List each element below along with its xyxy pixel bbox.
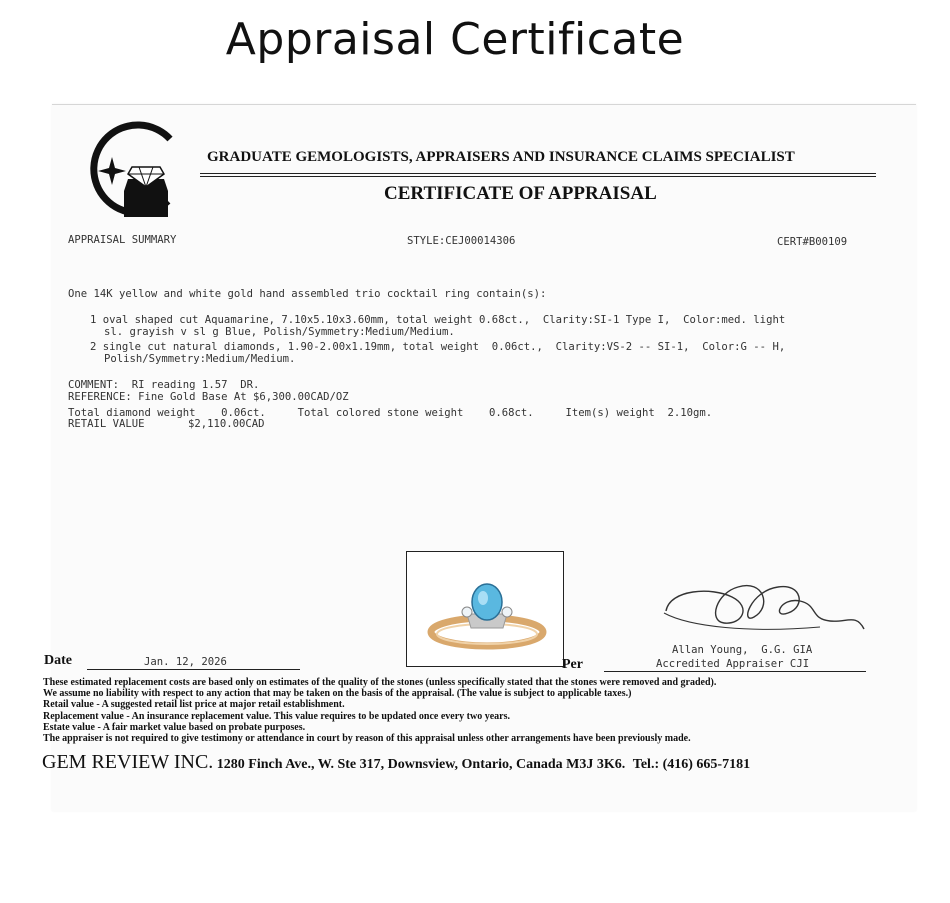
- certificate-document: [42, 104, 916, 811]
- disclaimer-line: Retail value - A suggested retail list price at major retail establishment.: [43, 699, 345, 711]
- date-underline: [87, 669, 300, 670]
- cert-number: CERT#B00109: [777, 236, 848, 248]
- appraisal-summary-label: APPRAISAL SUMMARY: [68, 234, 177, 246]
- disclaimer-line: The appraiser is not required to give testimony or attendance in court by reason of this appraisal unless other arrangements have been previously made.: [43, 733, 691, 745]
- signature-underline: [604, 671, 866, 672]
- ring-photo: [406, 551, 564, 667]
- footer-company-name: GEM REVIEW INC.: [42, 751, 214, 773]
- footer-phone: Tel.: (416) 665-7181: [632, 757, 751, 772]
- disclaimer-line: Replacement value - An insurance replacement value. This value requires to be updated once every two years.: [43, 710, 511, 722]
- divider: [200, 176, 876, 177]
- retail-value: $2,110.00CAD: [188, 418, 265, 430]
- company-tagline: GRADUATE GEMOLOGISTS, APPRAISERS AND INSURANCE CLAIMS SPECIALIST: [207, 149, 795, 165]
- stone-item-line: 1 oval shaped cut Aquamarine, 7.10x5.10x3.60mm, total weight 0.68ct., Clarity:SI-1 Type I, Color:med. light: [90, 314, 786, 326]
- disclaimer-line: We assume no liability with respect to any action that may be taken on the basis of the appraisal. (The value is subject to applicable taxes.): [43, 688, 632, 700]
- retail-value-label: RETAIL VALUE: [68, 418, 145, 430]
- date-label: Date: [44, 653, 72, 668]
- disclaimers: [43, 677, 716, 744]
- reference-line: REFERENCE: Fine Gold Base At $6,300.00CAD/OZ: [68, 391, 349, 403]
- date-value: Jan. 12, 2026: [144, 656, 227, 668]
- style-number: STYLE:CEJ00014306: [407, 235, 516, 247]
- ring-description: One 14K yellow and white gold hand assembled trio cocktail ring contain(s):: [68, 288, 547, 300]
- divider: [200, 173, 876, 174]
- page-title: Appraisal Certificate: [225, 14, 685, 65]
- stone-item-line: sl. grayish v sl g Blue, Polish/Symmetry:Medium/Medium.: [104, 326, 455, 338]
- footer-address: [42, 751, 750, 774]
- disclaimer-line: Estate value - A fair market value based on probate purposes.: [43, 721, 306, 733]
- disclaimer-line: These estimated replacement costs are based only on estimates of the quality of the stones (unless specifically stated that the stones were removed and graded).: [43, 677, 717, 688]
- company-logo-icon: [76, 121, 176, 225]
- appraiser-name: Allan Young, G.G. GIA: [672, 644, 813, 656]
- stone-item-line: Polish/Symmetry:Medium/Medium.: [104, 353, 296, 365]
- comment-line: COMMENT: RI reading 1.57 DR.: [68, 379, 260, 391]
- signature-icon: [660, 567, 870, 647]
- weights-line: Total diamond weight 0.06ct. Total colored stone weight 0.68ct. Item(s) weight 2.10gm.: [68, 407, 713, 419]
- certificate-title: CERTIFICATE OF APPRAISAL: [384, 183, 657, 204]
- appraiser-title: Accredited Appraiser CJI: [656, 658, 810, 670]
- footer-street: 1280 Finch Ave., W. Ste 317, Downsview, Ontario, Canada M3J 3K6.: [216, 757, 626, 772]
- ring-image-icon: [407, 552, 563, 666]
- stone-item-line: 2 single cut natural diamonds, 1.90-2.00x1.19mm, total weight 0.06ct., Clarity:VS-2 -- SI-1, Color:G -- H,: [90, 341, 786, 353]
- per-label: Per: [562, 657, 583, 672]
